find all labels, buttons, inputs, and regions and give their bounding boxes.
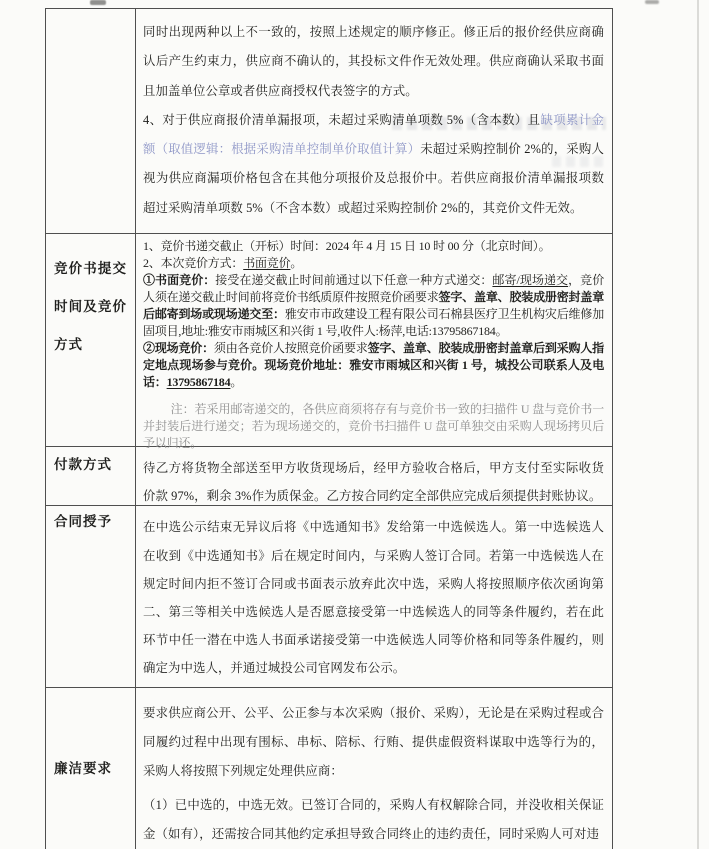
row-header-payment-method: 付款方式 [46, 447, 136, 505]
text-segment: 未超过采购控制价 2%的，采购人视为供应商漏项价格包含在其他分项报价及总报价中。若供应商报价清单漏报项数超过采购清单项数 5%（不含本数）或超过采购控制价 2%的，其竞价文件无效。 [143, 142, 604, 215]
table-row-bid-submission [46, 234, 612, 451]
table-row-price-correction [46, 9, 612, 234]
paragraph [143, 238, 604, 255]
paragraph [143, 255, 604, 272]
note-paragraph [143, 401, 604, 452]
text-segment: 4、对于供应商报价清单漏报项，未超过采购清单项数 5%（含本数）且 [143, 112, 541, 127]
row-content-payment-method [136, 447, 612, 505]
table-row-payment-method [46, 447, 612, 506]
paragraph [143, 699, 604, 786]
text-segment: （1）已中选的，中选无效。已签订合同的，采购人有权解除合同，并没收相关保证金（如有），还需按合同其他约定承担导致合同终止的违约责任，同时采购人可对违 [143, 798, 604, 841]
text-segment: 接受在递交截止时间前通过以下任意一种方式递交： [215, 273, 493, 288]
text-segment: ②现场竞价： [143, 341, 214, 356]
paragraph [143, 791, 604, 849]
paragraph [143, 513, 604, 682]
text-segment: 签字、盖章、胶装成册密封盖章后邮寄到场或现场递交至： [143, 290, 604, 322]
text-segment: 须由各竞价人按照竞价函要求 [213, 341, 368, 356]
text-segment: 。 [290, 256, 303, 271]
paragraph [143, 18, 604, 106]
text-segment: 签字、盖章、胶装成册密封盖章后到采购人指定地点现场参与竞价。现场竞价地址：雅安市雨城区和兴街 1 号，城投公司联系人及电话： [143, 341, 604, 390]
paragraph [143, 272, 604, 340]
paragraph [143, 454, 604, 510]
row-content-contract-award [136, 506, 612, 687]
text-segment: ①书面竞价： [143, 273, 216, 288]
text-segment: 邮寄/现场递交 [492, 273, 569, 288]
text-segment: 1、竞价书递交截止（开标）时间：2024 年 4 月 15 日 10 时 00 分（北京时间）。 [143, 239, 551, 254]
row-header-bid-submission-time-method: 竞价书提交时间及竞价方式 [46, 234, 136, 446]
text-segment: 书面竞价 [243, 256, 291, 271]
text-segment: 2、本次竞价方式： [143, 256, 244, 271]
scan-artifact-top-right [645, 0, 659, 4]
text-segment: 要求供应商公开、公平、公正参与本次采购（报价、采购），无论是在采购过程或合同履约过程中出现有围标、串标、陪标、行贿、提供虚假资料谋取中选等行为的，采购人将按照下列规定处理供应商： [143, 706, 604, 778]
table-row-integrity-requirements [46, 688, 612, 849]
row-content-integrity-requirements [136, 688, 612, 849]
text-segment: ，竞价人须在递交截止时间前将竞价书纸质原件按照竞价函要求 [143, 273, 605, 305]
paragraph [143, 106, 604, 223]
text-segment: 待乙方将货物全部送至甲方收货现场后，经甲方验收合格后，甲方支付至实际收货价款 97%，剩余 3%作为质保金。乙方按合同约定全部供应完成后须提供封账协议。 [143, 461, 604, 504]
row-header-integrity-requirements: 廉洁要求 [46, 688, 136, 849]
row-header-contract-award: 合同授予 [46, 506, 136, 687]
text-segment: 13795867184 [166, 375, 231, 390]
text-segment: 雅安市市政建设工程有限公司石棉县医疗卫生机构灾后维修加固项目,地址:雅安市雨城区和兴街 1 号,收件人:杨萍,电话:13795867184。 [143, 307, 604, 339]
page-edge-shadow [697, 0, 699, 849]
text-segment: 注：若采用邮寄递交的，各供应商须将存有与竞价书一致的扫描件 U 盘与竞价书一并封装后进行递交；若为现场递交的，竞价书扫描件 U 盘可单独交由采购人现场拷贝后予以归还。 [143, 402, 604, 451]
text-segment: 同时出现两种以上不一致的，按照上述规定的顺序修正。修正后的报价经供应商确认后产生约束力，供应商不确认的，其投标文件作无效处理。供应商确认采取书面且加盖单位公章或者供应商授权代表签字的方式。 [143, 25, 604, 98]
text-segment: 。 [230, 375, 243, 390]
row-content-price-correction [136, 9, 612, 233]
table-row-contract-award [46, 506, 612, 688]
text-segment: 缺项累计金额（取值逻辑：根据采购清单控制单价取值计算） [143, 112, 605, 157]
scan-artifact-top-left [90, 0, 106, 5]
row-content-bid-submission [136, 234, 612, 451]
row-header-cell-empty [46, 9, 136, 233]
text-segment: 在中选公示结束无异议后将《中选通知书》发给第一中选候选人。第一中选候选人在收到《中选通知书》后在规定时间内，与采购人签订合同。若第一中选候选人在规定时间内拒不签订合同或书面表示放弃此次中选，采购人将按照顺序依次函询第二、第三等相关中选候选人是否愿意接受第一中选候选人的同等条件履约，若在此环节中任一潜在中选人书面承诺接受第一中选候选人同等价格和同等条件履约，则确定为中选人，并通过城投公司官网发布公示。 [143, 520, 604, 676]
paragraph [143, 340, 604, 391]
procurement-terms-table [45, 8, 613, 849]
